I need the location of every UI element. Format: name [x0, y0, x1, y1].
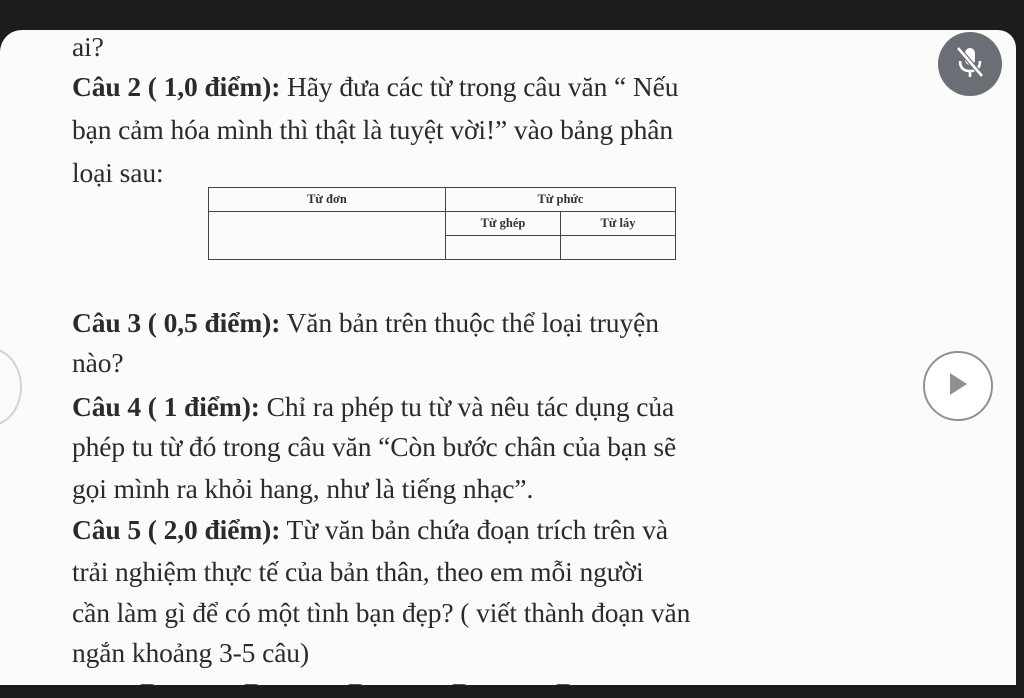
question-3-heading: Câu 3 ( 0,5 điểm):	[72, 307, 281, 338]
question-5-line-4: ngắn khoảng 3-5 câu)	[72, 637, 310, 668]
previous-question-tail: ai?	[72, 31, 104, 62]
question-5-line-3: cần làm gì để có một tình bạn đẹp? ( viết thành đoạn văn	[72, 597, 691, 628]
play-button[interactable]	[923, 351, 993, 421]
question-4-line-2: phép tu từ đó trong câu văn “Còn bước chân của bạn sẽ	[72, 431, 677, 462]
word-classification-table	[208, 187, 676, 260]
question-5-line-1: Câu 5 ( 2,0 điểm): Từ văn bản chứa đoạn trích trên và	[72, 514, 669, 545]
question-4-line-3: gọi mình ra khỏi hang, như là tiếng nhạc”.	[72, 473, 534, 504]
question-3-line-1: Câu 3 ( 0,5 điểm): Văn bản trên thuộc thể loại truyện	[72, 307, 659, 338]
mic-muted-icon	[953, 44, 987, 85]
question-5-heading: Câu 5 ( 2,0 điểm):	[72, 514, 281, 545]
play-icon	[947, 371, 969, 402]
cell-tu-ghep-empty	[446, 236, 561, 260]
header-tu-don: Từ đơn	[209, 188, 446, 212]
cell-tu-lay-empty	[561, 236, 676, 260]
question-3-line-2: nào?	[72, 347, 124, 378]
question-4-line-1: Câu 4 ( 1 điểm): Chỉ ra phép tu từ và nêu tác dụng của	[72, 391, 675, 422]
cut-off-next-line	[140, 675, 700, 685]
cell-tu-don-empty	[209, 212, 446, 260]
question-2-heading: Câu 2 ( 1,0 điểm):	[72, 71, 281, 102]
question-2-line-2: bạn cảm hóa mình thì thật là tuyệt vời!” vào bảng phân	[72, 114, 673, 145]
header-tu-lay: Từ láy	[561, 212, 676, 236]
question-4-heading: Câu 4 ( 1 điểm):	[72, 391, 260, 422]
document-page	[0, 30, 1016, 685]
mute-microphone-button[interactable]	[938, 32, 1002, 96]
previous-page-button[interactable]	[0, 348, 22, 426]
question-2-line-3: loại sau:	[72, 157, 164, 188]
question-2-line-1: Câu 2 ( 1,0 điểm): Hãy đưa các từ trong câu văn “ Nếu	[72, 71, 679, 102]
header-tu-phuc: Từ phức	[446, 188, 676, 212]
header-tu-ghep: Từ ghép	[446, 212, 561, 236]
question-5-line-2: trải nghiệm thực tế của bản thân, theo em mỗi người	[72, 556, 644, 587]
